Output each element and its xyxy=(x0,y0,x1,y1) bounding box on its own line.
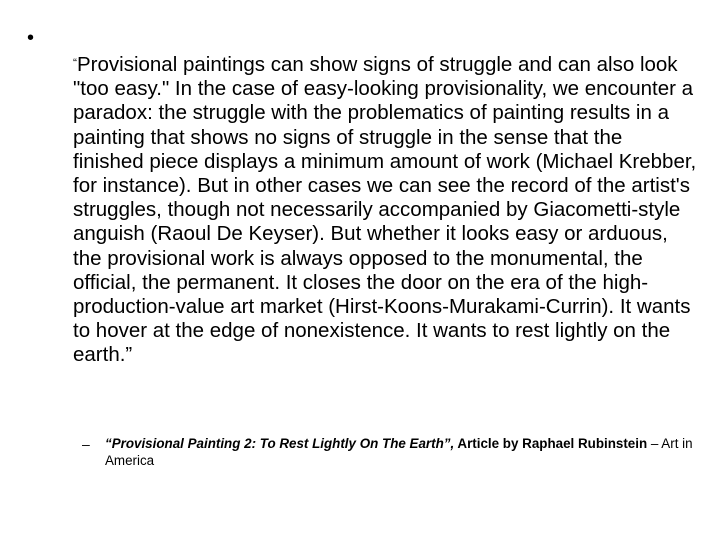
citation-byline: Article by Raphael Rubinstein xyxy=(454,436,648,451)
citation-title: “Provisional Painting 2: To Rest Lightly On The Earth”, xyxy=(105,436,455,451)
citation xyxy=(105,436,705,469)
quote-open-mark: “ xyxy=(73,56,77,70)
bullet-marker: • xyxy=(27,27,35,49)
quote-text: Provisional paintings can show signs of struggle and can also look "too easy." In the case of easy-looking provisionality, we encounter a paradox: the struggle with the problematics of painting results in a painting that shows no signs of struggle in the sense that the finished piece displays a minimum amount of work (Michael Krebber, for instance). But in other cases we can see the record of the artist's struggles, though not necessarily accompanied by Giacometti-style anguish (Raoul De Keyser). But whether it looks easy or arduous, the provisional work is always opposed to the monumental, the official, the permanent. It closes the door on the era of the high-production-value art market (Hirst-Koons-Murakami-Currin). It wants to hover at the edge of nonexistence. It wants to rest lightly on the earth.” xyxy=(73,53,697,367)
citation-source: – Art in America xyxy=(105,436,693,468)
quote-paragraph xyxy=(73,51,698,368)
sub-bullet-dash: – xyxy=(82,436,90,452)
